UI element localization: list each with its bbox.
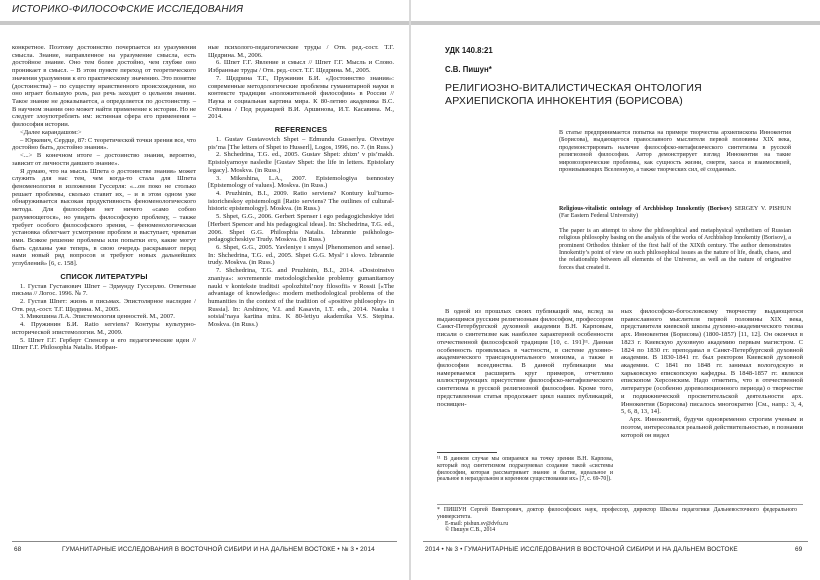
paragraph: <Далее карандашом:> [20, 128, 82, 136]
paragraph: В одной из прошлых своих публикаций мы, вслед за выдающимся русским религиозным философом, профессором Санкт-Петербургской духовной академии В.Н. Карповым, писали о синтетизме как наиболее характерной особенности отечественной философской традиции [10, с. 191]¹¹. Данная особенность проявлялась в частности, в системе духовно-академического трансцендентального монизма, а также в философии всеединства. В данной публикации мы намереваемся расширить круг примеров, отчетливо иллюстрирующих присутствие философско-метафизического синтетизма в русской религиозной философии. Кроме того, представленная статья продолжает цикл наших публикаций, посвящен- [437, 308, 613, 408]
reference-item: 3. Mikeshina, L.A., 2007. Epistemologiya tsennostey [Epistemology of values]. Moskva. (in Russ.) [208, 174, 394, 190]
section-header: ИСТОРИКО-ФИЛОСОФСКИЕ ИССЛЕДОВАНИЯ [12, 4, 244, 15]
footnote [437, 456, 613, 483]
udk-code: УДК 140.8:21 [445, 46, 493, 55]
abstract-en-title: Religious-vitalistic ontology of Archbishop Innokentiy (Borisov) [559, 206, 732, 212]
abstract-ru [559, 130, 791, 174]
footer-journal: 2014 • № 3 • ГУМАНИТАРНЫЕ ИССЛЕДОВАНИЯ В ВОСТОЧНОЙ СИБИРИ И НА ДАЛЬНЕМ ВОСТОКЕ [425, 546, 738, 553]
paragraph: Арх. Иннокентий, будучи одновременно строгим ученым и поэтом, интересовался реальной действительностью, в познании которой он видел [621, 416, 803, 439]
reference-item: 5. Shpet, G.G., 2006. Gerbert Spenser i ego pedagogicheskiye idei [Herbert Spencer and his pedagogical ideas]. In: Shchedrina, T.G. ed., 2006. Shpet G.G. Philosphia Natalis. Izbrannie psikhologo-pedagogicheskiye Trudy. Moskva. (in Russ.) [208, 213, 394, 244]
literature-item: 3. Микешина Л.А. Эпистемология ценностей. М., 2007. [20, 313, 175, 321]
article-author: С.В. Пишун* [445, 65, 492, 74]
footer-rule [12, 541, 397, 542]
literature-item: 7. Щедрина Т.Г., Пружинин Б.И. «Достоинство знания»: современные методологические проблемы гуманитарной науки в контексте традиции «положительной философии» в России // Наука и социальная картина мира. К 80-летию академика В.С. Стёпина / Под редакцией В.И. Аршинова, И.Т. Касавина. М., 2014. [208, 74, 394, 121]
left-column-1 [12, 44, 196, 352]
footer-journal: ГУМАНИТАРНЫЕ ИССЛЕДОВАНИЯ В ВОСТОЧНОЙ СИБИРИ И НА ДАЛЬНЕМ ВОСТОКЕ • № 3 • 2014 [62, 546, 375, 553]
title-line: РЕЛИГИОЗНО-ВИТАЛИСТИЧЕСКАЯ ОНТОЛОГИЯ [445, 82, 702, 94]
title-line: АРХИЕПИСКОПА ИННОКЕНТИЯ (БОРИСОВА) [445, 95, 683, 107]
literature-item: ные психолого-педагогические труды / Отв. ред.-сост. Т.Г. Щедрина. М., 2006. [208, 44, 394, 59]
abstract-en [559, 206, 791, 272]
author-email: E-mail: pishun.sv@dvfu.ru [445, 520, 509, 527]
abstract-en-author: SERGEY V. PISHUN (Far Eastern Federal University) [559, 206, 791, 220]
paragraph: ных философско-богословскому творчеству выдающегося православного мыслителя первой половины XIX века, представителя киевской школы духовно-академического теизма арх. Иннокентия (Борисова) (1800-1857) [11, 12]. Он окончил в 1823 г. Киевскую духовную академию первым магистром. С 1824 по 1830 гг. преподавал в Санкт-Петербургской духовной академии. В 1830-1841 гг. был ректором Киевской духовной академии. С 1841 по 1848 гг. занимал вологодскую и харьковскую епископскую кафедры. В 1848-1857 гг. являлся епископом Херсонским. Надо отметить, что в отечественной литературе (особенно дореволюционного периода) о творчестве и подвижнической просветительской деятельности арх. Иннокентия (Борисова) писалось многократно [См., напр.: 3, 4, 5, 6, 8, 13, 14]. [621, 308, 803, 416]
page-number: 68 [14, 546, 22, 553]
abstract-text: В статье предпринимается попытка на примере творчества архиепископа Иннокентия (Борисова), выдающегося православного мыслителя первой половины XIX века, продемонстрировать наличие философско-метафизического синтетизма в русской религиозной философии. Автор демонстрирует взгляд Иннокентия на такие мировоззренческие проблемы, как сущность жизни, смерти, хаоса и взаимосвязей, пронизывающих Вселенную, а также творческих сил, её созданных. [559, 130, 791, 174]
header-rule [0, 21, 409, 25]
literature-heading: СПИСОК ЛИТЕРАТУРЫ [60, 271, 148, 281]
author-note-text: * ПИШУН Сергей Викторович, доктор философских наук, профессор, директор Школы педагогики Дальневосточного федерального университета. [437, 507, 797, 520]
literature-item: 5. Шпет Г.Г. Герберт Спенсер и его педагогические идеи // Шпет Г.Г. Philosophia Natalis. Избран- [12, 336, 196, 352]
body-column-1 [437, 308, 613, 408]
literature-item: 1. Густав Густавович Шпет – Эдмунду Гуссерлю. Ответные письма // Логос. 1996. № 7. [12, 282, 196, 298]
reference-item: 7. Shchedrina, T.G. and Pruzhinin, B.I., 2014. «Dostoinstvo znaniya»: sovremennie metodologicheskie problemy gumanitarnoy nauki v kontekste traditsii «polozhitel’noy filosofii» v Rossii [«The advantage of knowledge»: modern methodological problems of the humanities in the context of the tradition of «positive philosophy» in Russia]. In: Arshinov, V.I. and Kasavin, I.T. eds., 2014. Nauka i sotsial’naya kartina mira. K 80-letiyu akademika V.S. Stepina. Moskva. (in Russ.) [208, 267, 394, 329]
header-rule [411, 21, 820, 25]
literature-item: 2. Густав Шпет: жизнь в письмах. Эпистолярное наследие / Отв. ред.-сост. Т.Г. Щедрина. М., 2005. [12, 298, 196, 313]
author-note-rule [437, 504, 803, 505]
references-heading: REFERENCES [274, 125, 328, 135]
reference-item: 6. Shpet, G.G., 2005. Yavleniye i smysl [Phenomenon and sense]. In: Shchedrina, T.G. ed., 2005. Shpet G.G. Mysl’ i slovo. Izbrannie trudy. Moskva. (in Russ.) [208, 243, 394, 267]
footer-rule [423, 541, 808, 542]
reference-item: 2. Shchedrina, T.G. ed., 2005. Gustav Shpet: zhizn’ v pis’makh. Epistolyarnoye nasledie [Gustav Shpet: the life in letters. Epistolary legacy]. Moskva. (in Russ.) [208, 151, 394, 174]
footnote-rule [437, 452, 497, 453]
reference-item: 1. Gustav Gustavovich Shpet – Edmundu Gusserlyu. Otvetnye pis’ma [The letters of Shpet to Husserl], Logos, 1996, no. 7. (in Russ.) [208, 135, 394, 151]
abstract-text: The paper is an attempt to show the philosophical and metaphysical synthetism of Russian religious philosophy basing on the analysis of the works of Archbishop Innokentiy (Borisov), a prominent Orthodox thinker of the first half of the XIXth century. The author demonstrates Innokentiy’s point of view on such philosophical issues as the nature of life, death, chaos, and the relationship between all elements of the Universe, as well as the nature of originative forces that created it. [559, 227, 791, 271]
paragraph: <...> В конечном итоге – достоинство знания, вероятно, зависит от личности давшего знание». [12, 152, 196, 167]
left-page [0, 0, 409, 580]
copyright: © Пишун С.В., 2014 [445, 527, 496, 534]
article-title [445, 82, 745, 108]
left-column-2 [208, 44, 394, 329]
author-note [437, 507, 797, 534]
right-page [411, 0, 820, 580]
body-column-2 [621, 308, 803, 439]
footnote-text: ¹¹ В данном случае мы опираемся на точку зрения В.Н. Карпова, который под синтетизмом подразумевал создание такой «системы философии, которая рассматривает знание и бытие, идеальное и реальное в нераздельном и коренном существовании их» [7, с. 69-70]). [437, 456, 613, 483]
literature-item: 6. Шпет Г.Г. Явление и смысл // Шпет Г.Г. Мысль и Слово. Избранные труды / Отв. ред.-сост. Т.Г. Щедрина. М., 2005. [208, 59, 394, 75]
paragraph: Я думаю, что на мысль Шпета о достоинстве знания» может служить для нас тем, чем когда-то стала для Шпета феноменология в изложении Гуссерля: «...он поко не столько решает проблемы, сколько ставит их, – и в этом одном уже обнаруживается высокая продуктивность феноменологического метода. Для философии нет ничего «само собою разумеющегося», но увидеть философскую проблему, – также требует особого философского зрения, – феноменологическая установка облегчает усмотрение проблем и выступает, чреватая ими. Всякое решение проблемы или попытки его, какие могут быть сделаны уже теперь, в свою очередь раскрывают перед нами новый ряд вопросов и требуют новых дальнейших углублений» [6, с. 158]. [12, 167, 196, 268]
reference-item: 4. Pruzhinin, B.I., 2009. Ratio serviens? Kontury kul’turno-istoricheskoy epistemologii [Ratio serviens? The outlines of cultural-historic epistemology]. Moskva. (in Russ.) [208, 189, 394, 213]
paragraph: конкретное. Поэтому достоинство почерпается из уразумения смысла. Знание, направленное на уразумение смысла, есть достойное знание. Оно тем более достойно, чем глубже оно проникает в смысл. – В этом пункте переход от теоретического значения уразумения к его практическому значению. Это понятие (достоинства) – по существу нравственного происхождения, но оно играет большую роль, раз речь заходит о цельном знании. Такое знание не доказывается, а определяется по достоинству. – В научном знании оно может найти применение к истории. Но не следует злоупотреблять им: истинная сфера его применения – философия истории. [12, 44, 196, 129]
page-number: 69 [795, 546, 803, 553]
literature-item: 4. Пружинин Б.И. Ratio serviens? Контуры культурно-исторической эпистемологии. М., 2009. [12, 321, 196, 336]
paragraph: – Юркевич, Сердце, 87: С теоретической точки зрения все, что достойно быть, достойно знания». [12, 136, 196, 152]
